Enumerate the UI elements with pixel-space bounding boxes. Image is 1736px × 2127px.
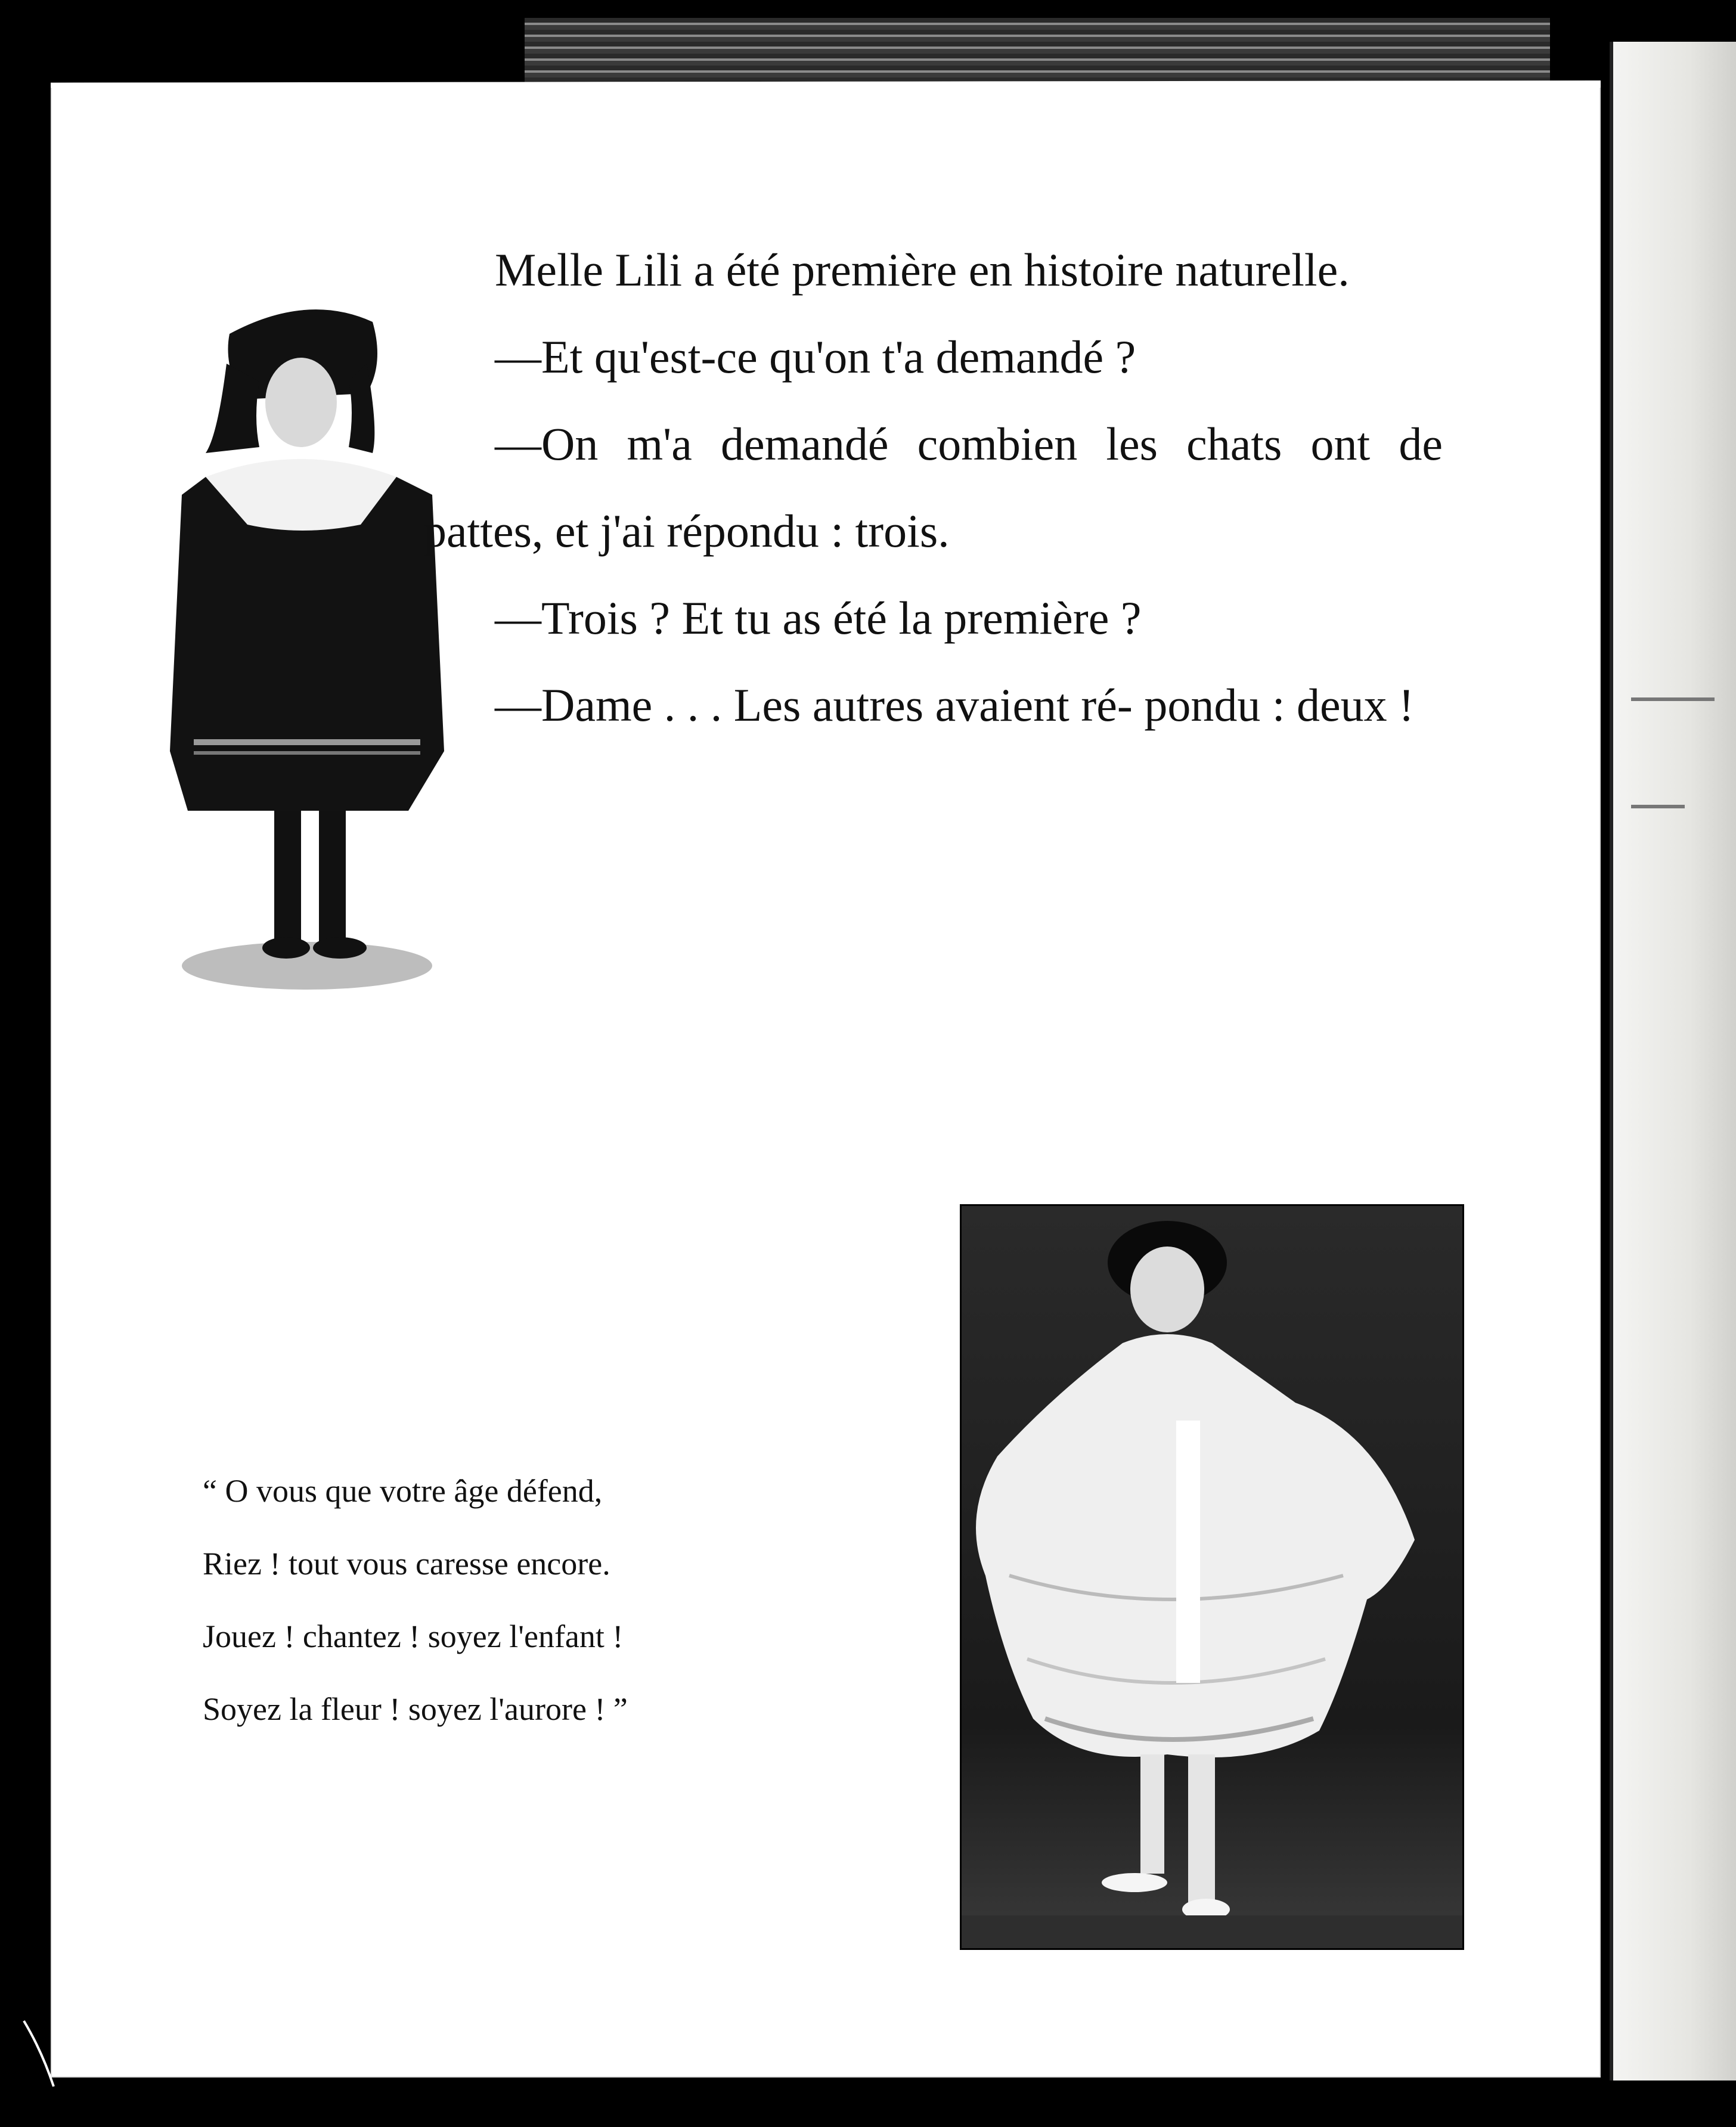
photo-girl-dark-coat-icon xyxy=(170,298,444,1002)
adjacent-page-edge xyxy=(1610,42,1736,2081)
girl-dark-coat-photo xyxy=(170,298,444,1002)
torn-paper-mark xyxy=(1631,805,1685,808)
torn-paper-mark xyxy=(1631,697,1715,701)
dialog-answer-1: —On m'a demandé combien les chats ont de pattes, et j'ai répondu : trois. xyxy=(423,418,1443,557)
paragraph-intro: Melle Lili a été première en histoire naturelle. xyxy=(495,244,1350,296)
scan-artifact-mark xyxy=(18,2015,78,2098)
poem-line: Jouez ! chantez ! soyez l'enfant ! xyxy=(203,1618,624,1654)
book-top-edge xyxy=(525,18,1550,83)
dialog-question-2: —Trois ? Et tu as été la première ? xyxy=(495,592,1142,644)
poem-line: Riez ! tout vous caresse encore. xyxy=(203,1546,610,1582)
dialog-question-1: —Et qu'est-ce qu'on t'a demandé ? xyxy=(495,331,1136,383)
poem-line: Soyez la fleur ! soyez l'aurore ! ” xyxy=(203,1691,628,1727)
photo-girl-white-dress-icon xyxy=(962,1206,1462,1948)
poem-quote xyxy=(203,1455,858,1745)
poem-line: “ O vous que votre âge défend, xyxy=(203,1473,603,1509)
page-top-edge xyxy=(51,80,1601,88)
dialog-answer-2: —Dame . . . Les autres avaient ré- pondu : deux ! xyxy=(495,679,1415,731)
anecdote-text xyxy=(423,227,1443,749)
girl-white-dress-photo xyxy=(960,1204,1464,1950)
